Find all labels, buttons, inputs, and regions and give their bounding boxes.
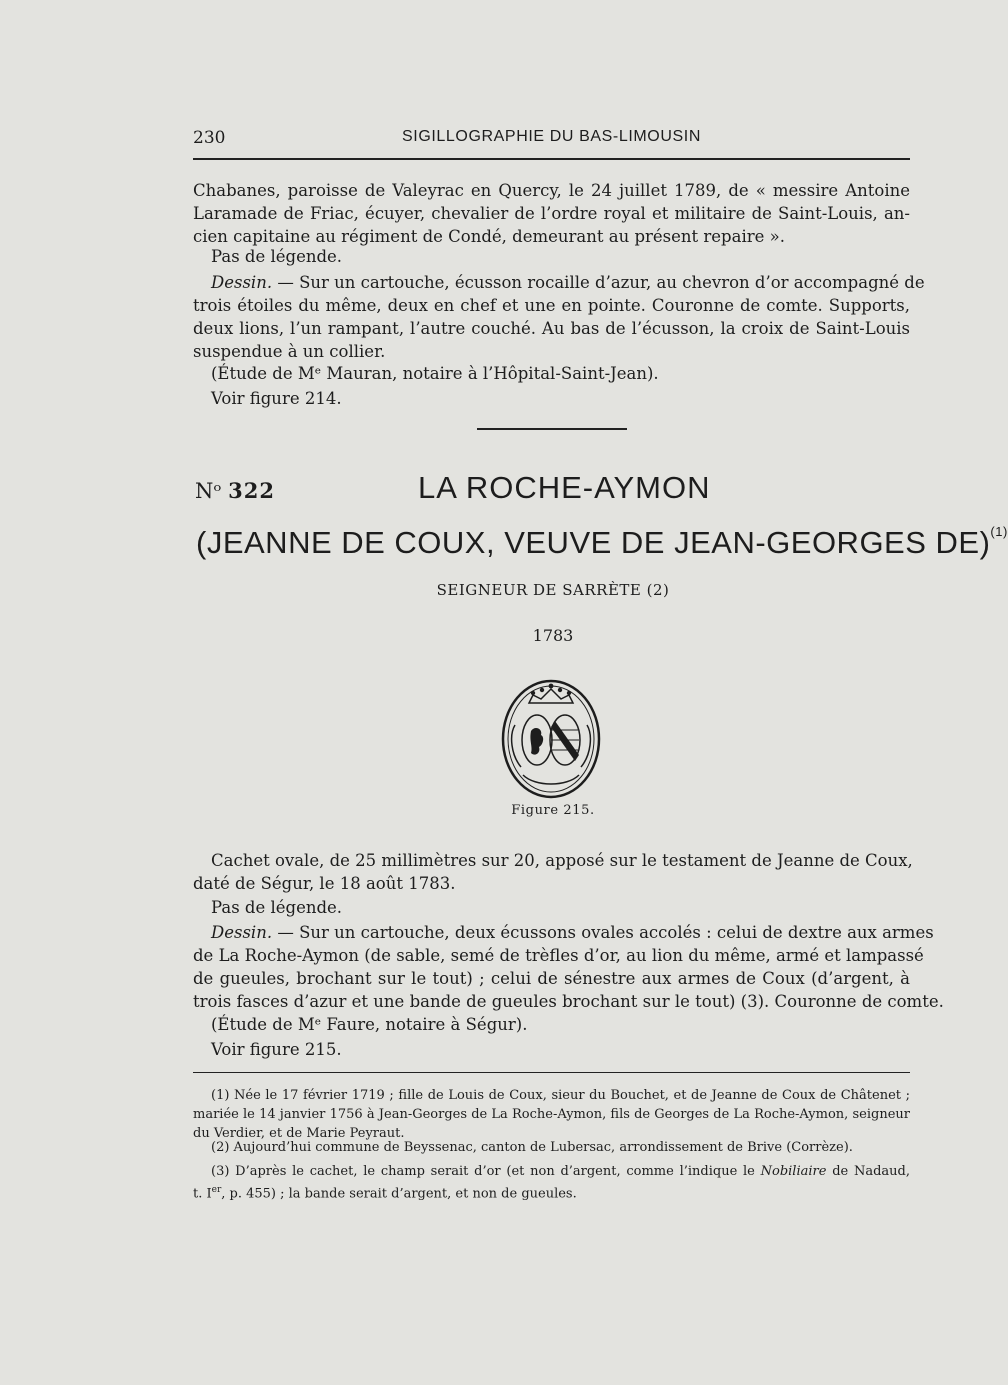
text-line bbox=[193, 271, 925, 294]
prev-legend: Pas de légende. bbox=[211, 247, 343, 266]
entry-subtitle bbox=[196, 525, 1008, 561]
dessin-label: Dessin. bbox=[211, 273, 273, 292]
entry-dessin-paragraph bbox=[193, 921, 944, 1013]
text-line: trois fasces d’azur et une bande de gueules brochant sur le tout) (3). Couronne de comte. bbox=[193, 992, 944, 1011]
footnote-1 bbox=[193, 1086, 910, 1143]
text-line: daté de Ségur, le 18 août 1783. bbox=[193, 874, 456, 893]
dessin-text: — Sur un cartouche, écusson rocaille d’azur, au chevron d’or accompagné de bbox=[272, 273, 925, 292]
text-line: suspendue à un collier. bbox=[193, 342, 386, 361]
fn3-italic: Nobiliaire bbox=[760, 1164, 827, 1179]
entry-seigneur: SEIGNEUR DE SARRÈTE (2) bbox=[436, 581, 670, 599]
text-line: de gueules, brochant sur le tout) ; celui de sénestre aux armes de Coux (d’argent, à bbox=[193, 969, 910, 988]
footnote-2 bbox=[193, 1138, 910, 1157]
running-title: SIGILLOGRAPHIE DU BAS-LIMOUSIN bbox=[402, 128, 701, 145]
prev-voir-figure: Voir figure 214. bbox=[211, 389, 342, 408]
entry-subtitle-text: (JEANNE DE COUX, VEUVE DE JEAN-GEORGES DE) bbox=[196, 525, 991, 560]
entry-separator-rule bbox=[477, 428, 627, 430]
header-rule bbox=[193, 158, 910, 160]
footnote-ref: (1) bbox=[990, 523, 1008, 539]
entry-number-value: 322 bbox=[228, 478, 275, 503]
text-line: cien capitaine au régiment de Condé, demeurant au présent repaire ». bbox=[193, 227, 785, 246]
fn3-line2-rest: , p. 455) ; la bande serait d’argent, et non de gueules. bbox=[221, 1186, 577, 1202]
entry-title: LA ROCHE-AYMON bbox=[418, 470, 711, 505]
running-head bbox=[193, 128, 910, 152]
text-line: de La Roche-Aymon (de sable, semé de trèfles d’or, au lion du même, armé et lampassé bbox=[193, 946, 924, 965]
text-line bbox=[193, 921, 934, 944]
entry-legend: Pas de légende. bbox=[211, 898, 343, 917]
prev-etude: (Étude de Mᵉ Mauran, notaire à l’Hôpital-Saint-Jean). bbox=[211, 364, 659, 383]
text-line: (2) Aujourd’hui commune de Beyssenac, canton de Lubersac, arrondissement de Brive (Corrèze). bbox=[211, 1140, 853, 1155]
text-line bbox=[193, 1162, 910, 1181]
cachet-paragraph bbox=[193, 849, 913, 895]
footnote-rule bbox=[193, 1072, 910, 1073]
dessin-label: Dessin. bbox=[211, 923, 273, 942]
text-line: (1) Née le 17 février 1719 ; fille de Louis de Coux, sieur du Bouchet, et de Jeanne de Coux de Châtenet ; bbox=[211, 1088, 910, 1103]
text-line: du Verdier, et de Marie Peyraut. bbox=[193, 1126, 405, 1141]
entry-year: 1783 bbox=[532, 626, 574, 645]
text-line: trois étoiles du même, deux en chef et une en pointe. Couronne de comte. Supports, bbox=[193, 296, 910, 315]
text-line: mariée le 14 janvier 1756 à Jean-Georges de La Roche-Aymon, fils de Georges de La Roche-Aymon, seigneur bbox=[193, 1107, 910, 1122]
entry-number-prefix: Nᵒ bbox=[195, 479, 222, 503]
prev-dessin-paragraph bbox=[193, 271, 925, 363]
seal-illustration bbox=[499, 675, 603, 800]
entry-number bbox=[195, 478, 275, 503]
figure-caption: Figure 215. bbox=[511, 803, 595, 818]
fn3-line2-sup: er bbox=[211, 1185, 222, 1195]
fn3-line2-prefix: t. I bbox=[193, 1186, 212, 1202]
entry-voir-figure: Voir figure 215. bbox=[211, 1040, 342, 1059]
text-line bbox=[193, 1181, 910, 1203]
footnote-3 bbox=[193, 1162, 910, 1203]
text-line: Chabanes, paroisse de Valeyrac en Quercy, le 24 juillet 1789, de « messire Antoine bbox=[193, 181, 910, 200]
text-line: Laramade de Friac, écuyer, chevalier de l’ordre royal et militaire de Saint-Louis, an- bbox=[193, 204, 910, 223]
text-line: deux lions, l’un rampant, l’autre couché. Au bas de l’écusson, la croix de Saint-Louis bbox=[193, 319, 910, 338]
page-number: 230 bbox=[193, 128, 226, 148]
fn3-part-a: (3) D’après le cachet, le champ serait d’or (et non d’argent, comme l’indique le bbox=[211, 1164, 761, 1179]
prev-entry-paragraph bbox=[193, 179, 910, 248]
dessin-text: — Sur un cartouche, deux écussons ovales accolés : celui de dextre aux armes bbox=[272, 923, 934, 942]
fn3-part-b: de Nadaud, bbox=[826, 1164, 910, 1179]
text-line: Cachet ovale, de 25 millimètres sur 20, apposé sur le testament de Jeanne de Coux, bbox=[211, 851, 913, 870]
entry-etude: (Étude de Mᵉ Faure, notaire à Ségur). bbox=[211, 1015, 528, 1034]
